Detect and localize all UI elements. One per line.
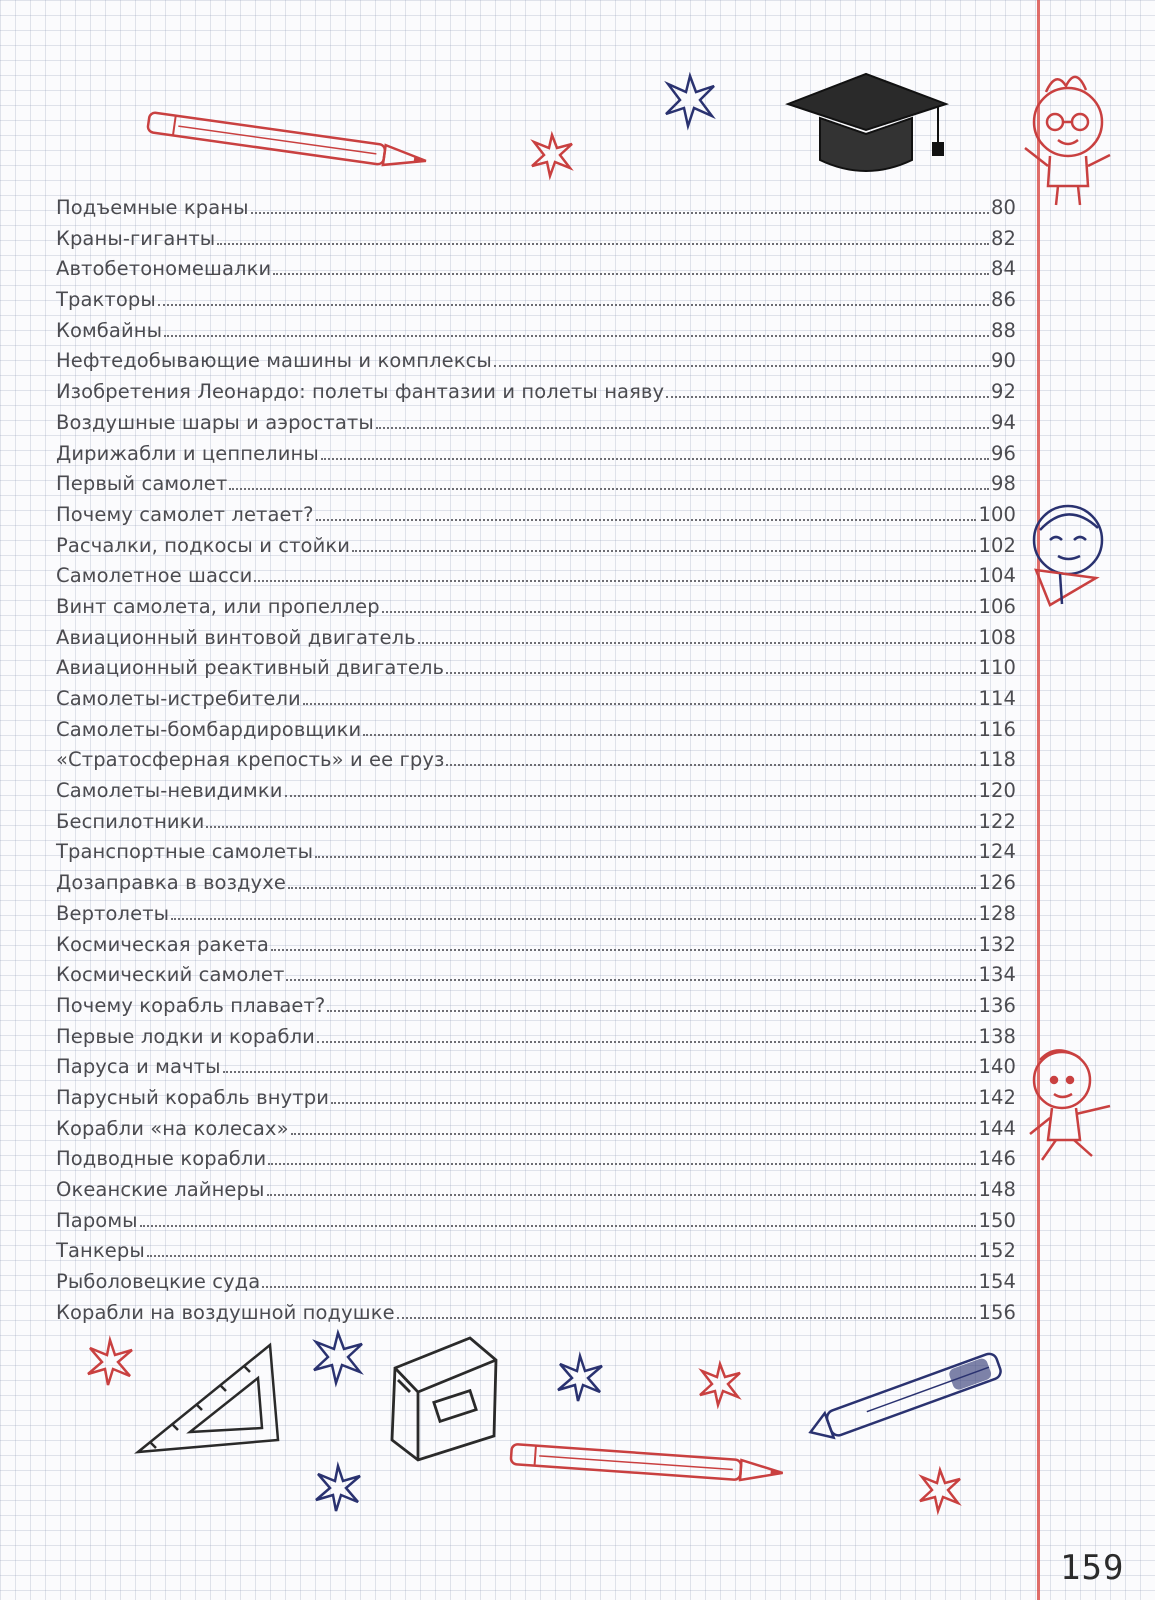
toc-entry [56, 227, 1016, 258]
toc-entry [56, 288, 1016, 319]
notebook-margin-line [1037, 0, 1040, 1600]
star-icon [314, 1333, 362, 1383]
toc-entry-page: 90 [990, 349, 1016, 373]
toc-entry [56, 1270, 1016, 1301]
toc-entry-title: Вертолеты [56, 901, 170, 925]
toc-entry-page: 154 [978, 1270, 1016, 1294]
toc-entry [56, 503, 1016, 534]
toc-entry-title: Дозаправка в воздухе [56, 871, 287, 895]
toc-entry-page: 132 [978, 932, 1016, 956]
toc-entry [56, 564, 1016, 595]
toc-entry-page: 84 [990, 257, 1016, 281]
toc-entry [56, 1178, 1016, 1209]
toc-entry-page: 108 [978, 625, 1016, 649]
toc-leader-dots [291, 1133, 977, 1135]
toc-entry-title: Авиационный винтовой двигатель [56, 625, 416, 649]
toc-entry-page: 110 [978, 656, 1016, 680]
toc-entry [56, 687, 1016, 718]
toc-entry [56, 1147, 1016, 1178]
toc-entry-title: Самолетное шасси [56, 564, 253, 588]
toc-entry-page: 82 [990, 226, 1016, 250]
toc-leader-dots [217, 243, 989, 245]
graduation-cap-icon [788, 74, 946, 171]
toc-entry-title: Нефтедобывающие машины и комплексы [56, 349, 492, 373]
pencil-icon [147, 112, 427, 171]
toc-entry-title: Автобетономешалки [56, 257, 272, 281]
toc-entry-page: 116 [978, 717, 1016, 741]
toc-entry-title: Краны-гиганты [56, 226, 216, 250]
star-icon [920, 1470, 960, 1511]
toc-entry-page: 122 [978, 809, 1016, 833]
toc-leader-dots [376, 427, 989, 429]
toc-entry [56, 1209, 1016, 1240]
toc-entry [56, 349, 1016, 380]
toc-entry-title: Беспилотники [56, 809, 205, 833]
toc-leader-dots [382, 611, 977, 613]
pencil-icon [511, 1444, 784, 1483]
toc-entry-title: «Стратосферная крепость» и ее груз [56, 748, 445, 772]
star-icon [558, 1356, 602, 1401]
toc-leader-dots [327, 1010, 976, 1012]
toc-leader-dots [286, 979, 976, 981]
toc-entry-page: 80 [990, 196, 1016, 219]
toc-entry-page: 152 [978, 1239, 1016, 1263]
toc-entry [56, 1055, 1016, 1086]
toc-entry [56, 534, 1016, 565]
toc-entry [56, 810, 1016, 841]
pen-icon [806, 1352, 1003, 1445]
toc-entry-page: 118 [978, 748, 1016, 772]
toc-entry [56, 257, 1016, 288]
star-icon [700, 1364, 740, 1405]
toc-entry-page: 136 [978, 993, 1016, 1017]
toc-entry [56, 871, 1016, 902]
toc-entry [56, 902, 1016, 933]
toc-entry-page: 138 [978, 1024, 1016, 1048]
toc-entry [56, 994, 1016, 1025]
toc-entry-page: 94 [990, 410, 1016, 434]
toc-leader-dots [164, 335, 989, 337]
toc-entry-page: 86 [990, 288, 1016, 312]
toc-entry-title: Расчалки, подкосы и стойки [56, 533, 351, 557]
toc-entry-title: Океанские лайнеры [56, 1178, 265, 1201]
toc-leader-dots [315, 856, 976, 858]
toc-entry-title: Первые лодки и корабли [56, 1024, 315, 1048]
toc-leader-dots [317, 1041, 977, 1043]
toc-entry-page: 128 [978, 901, 1016, 925]
toc-entry-page: 88 [990, 318, 1016, 342]
toc-entry [56, 1239, 1016, 1270]
toc-entry-page: 126 [978, 871, 1016, 895]
toc-entry-title: Танкеры [56, 1239, 145, 1263]
toc-leader-dots [262, 1286, 976, 1288]
toc-leader-dots [267, 1194, 977, 1196]
star-icon [316, 1466, 360, 1511]
toc-entry-title: Воздушные шары и аэростаты [56, 410, 374, 434]
toc-entry [56, 411, 1016, 442]
toc-entry-title: Корабли «на колесах» [56, 1116, 289, 1140]
toc-entry-page: 134 [978, 963, 1016, 987]
book-icon [392, 1338, 496, 1460]
toc-entry-title: Подъемные краны [56, 196, 249, 219]
star-icon [532, 135, 572, 176]
toc-entry-page: 146 [978, 1147, 1016, 1171]
toc-leader-dots [494, 365, 989, 367]
toc-entry-title: Дирижабли и цеппелины [56, 441, 319, 465]
toc-leader-dots [273, 273, 989, 275]
set-square-icon [138, 1345, 278, 1452]
toc-entry-title: Паромы [56, 1208, 138, 1232]
toc-leader-dots [285, 795, 977, 797]
toc-entry-title: Самолеты-невидимки [56, 779, 283, 803]
toc-leader-dots [158, 304, 989, 306]
toc-entry-page: 148 [978, 1178, 1016, 1201]
toc-entry-title: Первый самолет [56, 472, 228, 496]
toc-entry-title: Транспортные самолеты [56, 840, 314, 864]
toc-entry-page: 156 [978, 1300, 1016, 1324]
toc-entry-title: Тракторы [56, 288, 156, 312]
toc-entry-title: Парусный корабль внутри [56, 1085, 329, 1109]
toc-leader-dots [251, 212, 989, 214]
toc-entry-page: 140 [978, 1055, 1016, 1079]
toc-entry [56, 626, 1016, 657]
toc-entry-page: 106 [978, 594, 1016, 618]
table-of-contents [56, 196, 1016, 1331]
star-icon [666, 76, 714, 126]
toc-leader-dots [363, 734, 976, 736]
toc-leader-dots [140, 1225, 977, 1227]
toc-entry [56, 933, 1016, 964]
toc-entry [56, 319, 1016, 350]
toc-entry [56, 472, 1016, 503]
superhero-doodle-icon [1034, 506, 1102, 605]
toc-entry-page: 96 [990, 441, 1016, 465]
toc-leader-dots [303, 703, 977, 705]
toc-leader-dots [147, 1255, 977, 1257]
toc-leader-dots [171, 918, 976, 920]
toc-entry-page: 104 [978, 564, 1016, 588]
toc-entry-page: 100 [978, 502, 1016, 526]
toc-entry [56, 1025, 1016, 1056]
toc-entry [56, 442, 1016, 473]
toc-entry-title: Космическая ракета [56, 932, 269, 956]
toc-entry-title: Самолеты-бомбардировщики [56, 717, 362, 741]
toc-entry-title: Винт самолета, или пропеллер [56, 594, 380, 618]
toc-entry-page: 92 [990, 380, 1016, 404]
toc-leader-dots [254, 580, 976, 582]
toc-leader-dots [271, 949, 976, 951]
toc-entry-page: 144 [978, 1116, 1016, 1140]
toc-leader-dots [397, 1317, 977, 1319]
toc-entry-title: Паруса и мачты [56, 1055, 221, 1079]
toc-entry [56, 840, 1016, 871]
toc-entry-page: 114 [978, 687, 1016, 710]
toc-leader-dots [316, 519, 977, 521]
toc-entry [56, 779, 1016, 810]
toc-entry [56, 656, 1016, 687]
toc-entry-page: 124 [978, 840, 1016, 864]
toc-leader-dots [446, 764, 976, 766]
toc-entry-page: 98 [990, 472, 1016, 496]
toc-leader-dots [446, 672, 976, 674]
toc-entry [56, 718, 1016, 749]
running-kid-doodle-icon [1030, 1050, 1110, 1160]
toc-leader-dots [206, 826, 976, 828]
toc-entry-title: Почему самолет летает? [56, 502, 314, 526]
toc-entry [56, 1301, 1016, 1332]
toc-entry [56, 1086, 1016, 1117]
toc-leader-dots [352, 550, 976, 552]
toc-leader-dots [229, 488, 989, 490]
toc-leader-dots [223, 1071, 977, 1073]
toc-entry [56, 595, 1016, 626]
toc-entry-page: 142 [978, 1085, 1016, 1109]
toc-leader-dots [666, 396, 989, 398]
toc-entry-title: Подводные корабли [56, 1147, 267, 1171]
toc-entry [56, 748, 1016, 779]
toc-leader-dots [331, 1102, 976, 1104]
toc-leader-dots [418, 642, 977, 644]
toc-leader-dots [268, 1163, 976, 1165]
toc-entry-page: 150 [978, 1208, 1016, 1232]
page-number: 159 [1060, 1548, 1125, 1588]
toc-entry-title: Самолеты-истребители [56, 687, 301, 710]
toc-entry-title: Комбайны [56, 318, 163, 342]
toc-entry-title: Изобретения Леонардо: полеты фантазии и полеты наяву [56, 380, 665, 404]
toc-entry [56, 1117, 1016, 1148]
toc-entry-title: Рыболовецкие суда [56, 1270, 261, 1294]
toc-entry-title: Почему корабль плавает? [56, 993, 326, 1017]
toc-entry-title: Авиационный реактивный двигатель [56, 656, 445, 680]
toc-leader-dots [288, 887, 976, 889]
star-icon [88, 1340, 132, 1385]
toc-entry [56, 196, 1016, 227]
toc-entry [56, 380, 1016, 411]
toc-entry-page: 120 [978, 779, 1016, 803]
toc-entry-title: Корабли на воздушной подушке [56, 1300, 395, 1324]
toc-entry [56, 963, 1016, 994]
toc-entry-page: 102 [978, 533, 1016, 557]
toc-entry-title: Космический самолет [56, 963, 285, 987]
toc-leader-dots [321, 458, 989, 460]
